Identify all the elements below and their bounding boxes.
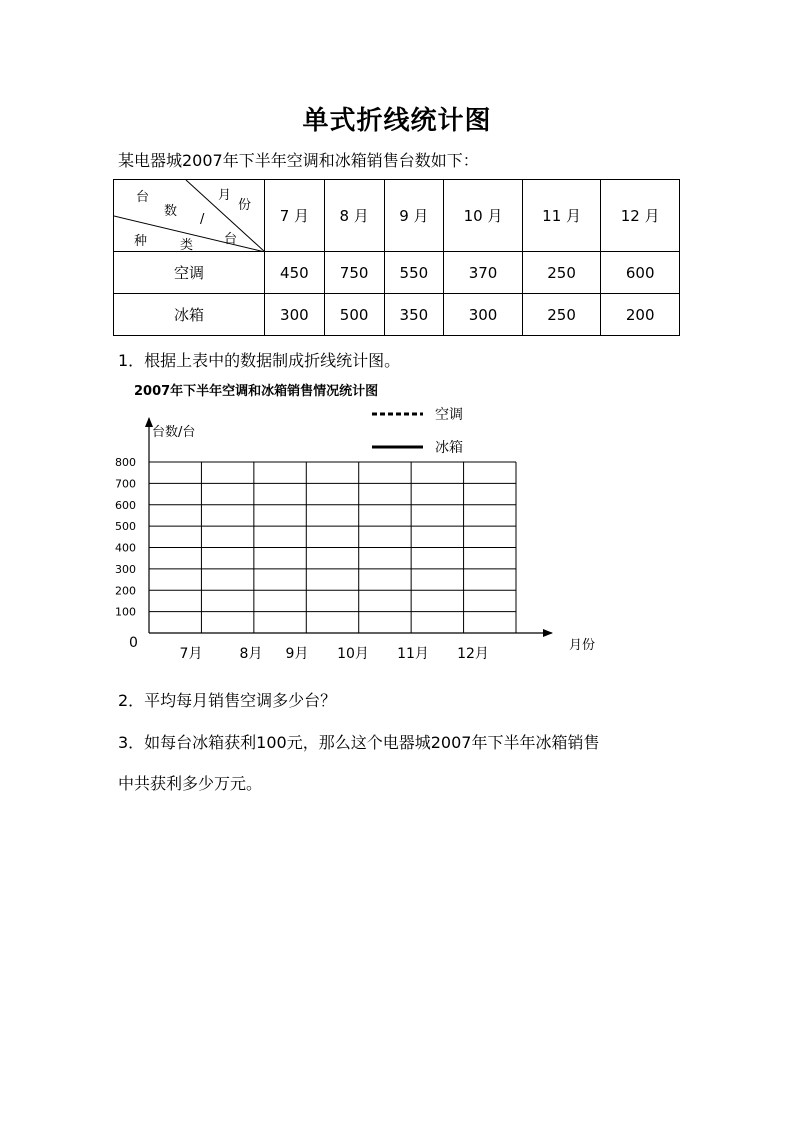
row-label: 空调 (114, 252, 265, 294)
question-3-line-2: 中共获利多少万元。 (118, 774, 263, 793)
month-header: 8 月 (324, 180, 384, 252)
corner-label-shu: 数 (164, 204, 178, 219)
x-axis-label: 月份 (569, 638, 596, 653)
table-cell: 350 (384, 294, 444, 336)
month-header: 10 月 (444, 180, 523, 252)
origin-label: 0 (129, 635, 138, 651)
question-2: 2．平均每月销售空调多少台？ (118, 691, 337, 710)
y-tick-label: 600 (115, 498, 136, 512)
page-title: 单式折线统计图 (302, 106, 492, 136)
question-3-line-1: 3．如每台冰箱获利100元，那么这个电器城2007年下半年冰箱销售 (118, 733, 600, 752)
x-tick-label: 9月 (285, 646, 309, 662)
legend-label: 冰箱 (435, 440, 463, 456)
table-cell: 370 (444, 252, 523, 294)
x-tick-label: 12月 (457, 646, 489, 662)
corner-label-lei: 类 (180, 238, 194, 253)
row-label: 冰箱 (114, 294, 265, 336)
x-tick-label: 11月 (397, 646, 429, 662)
y-axis-label: 台数/台 (152, 425, 196, 440)
intro-text: 某电器城2007年下半年空调和冰箱销售台数如下： (118, 151, 479, 170)
table-cell: 250 (522, 294, 601, 336)
month-header: 7 月 (265, 180, 325, 252)
x-tick-label: 10月 (337, 646, 369, 662)
month-header: 11 月 (522, 180, 601, 252)
corner-label-slash: / (200, 212, 205, 227)
y-tick-label: 100 (115, 605, 136, 619)
corner-label-yue: 月 (218, 188, 232, 203)
y-tick-label: 800 (115, 456, 136, 469)
table-cell: 300 (444, 294, 523, 336)
table-cell: 550 (384, 252, 444, 294)
month-header: 9 月 (384, 180, 444, 252)
y-tick-label: 200 (115, 584, 136, 598)
y-tick-label: 700 (115, 477, 136, 491)
month-header: 12 月 (601, 180, 680, 252)
table-cell: 450 (265, 252, 325, 294)
corner-label-tai-unit: 台 (224, 232, 238, 247)
table-cell: 200 (601, 294, 680, 336)
question-1: 1．根据上表中的数据制成折线统计图。 (118, 351, 401, 370)
table-cell: 600 (601, 252, 680, 294)
corner-label-zhong: 种 (134, 234, 148, 249)
table-cell: 300 (265, 294, 325, 336)
x-tick-label: 8月 (239, 646, 263, 662)
y-tick-label: 400 (115, 541, 136, 555)
y-tick-label: 300 (115, 562, 136, 576)
table-cell: 250 (522, 252, 601, 294)
y-tick-label: 500 (115, 520, 136, 534)
corner-label-fen: 份 (238, 198, 252, 213)
x-tick-label: 7月 (179, 646, 203, 662)
table-cell: 750 (324, 252, 384, 294)
table-cell: 500 (324, 294, 384, 336)
corner-label-tai: 台 (136, 190, 150, 205)
legend-label: 空调 (435, 407, 463, 423)
chart-title: 2007年下半年空调和冰箱销售情况统计图 (134, 384, 379, 399)
